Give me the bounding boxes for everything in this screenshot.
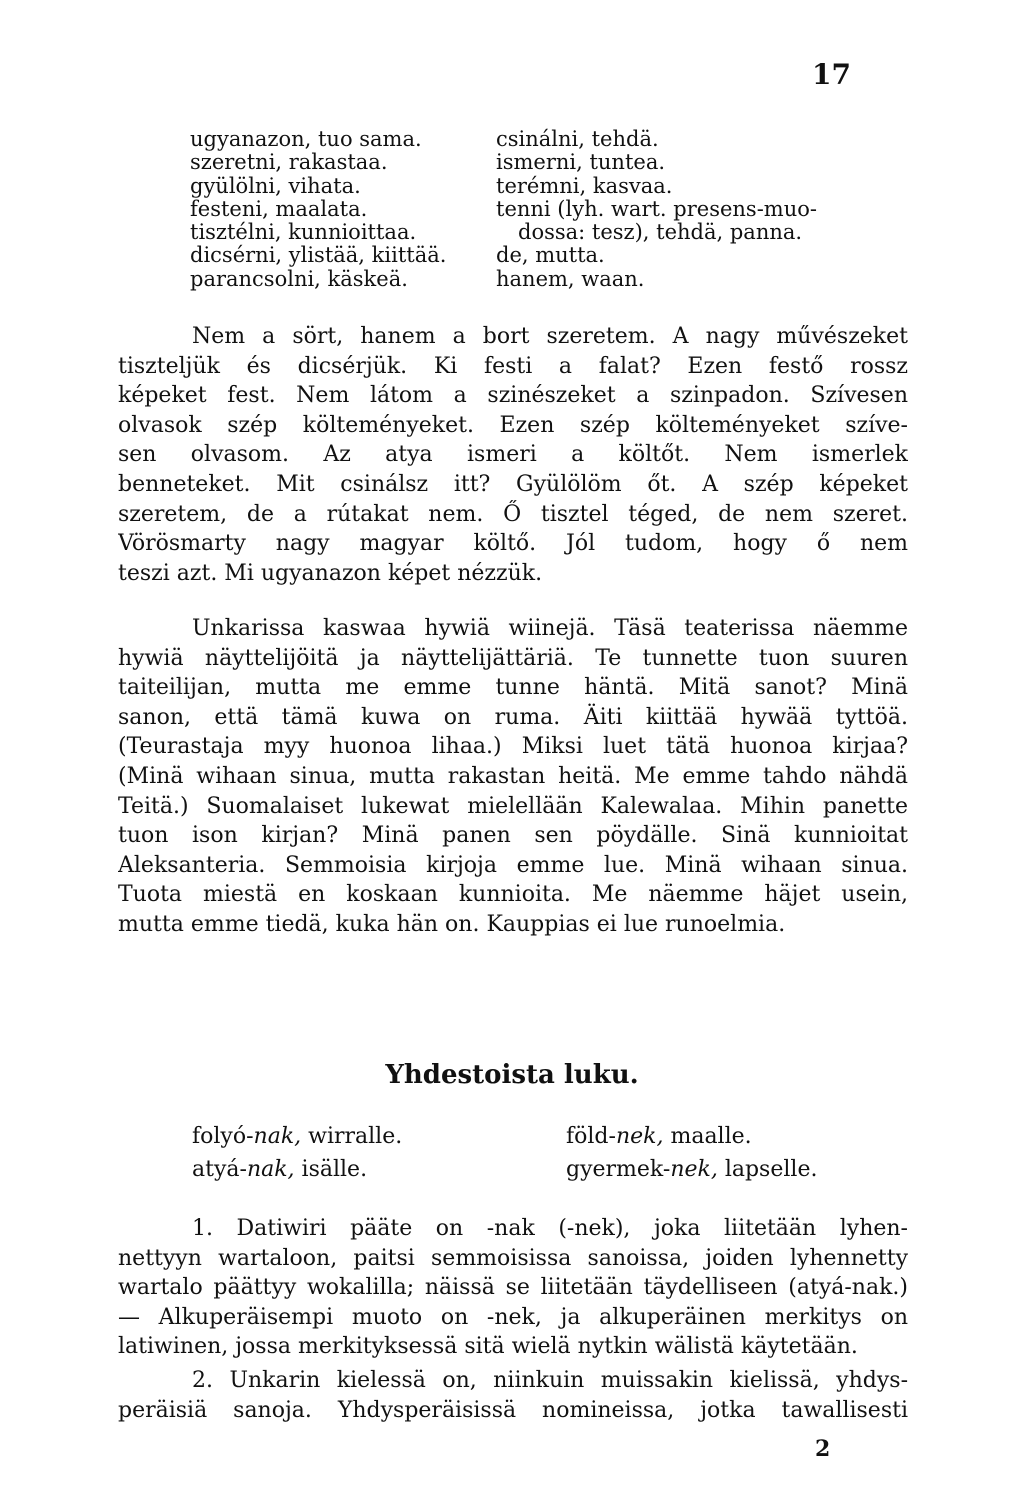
text-line: (Minä wihaan sinua, mutta rakastan heitä. Me emme tahdo nähdä (118, 763, 908, 789)
example-stem: gyermek- (566, 1157, 671, 1182)
text-line: benneteket. Mit csinálsz itt? Gyülölöm őt. A szép képeket (118, 471, 908, 497)
text-line: sanon, että tämä kuwa on ruma. Äiti kiittää hywää tyttöä. (118, 704, 908, 730)
text-line: szeretem, de a rútakat nem. Ő tisztel téged, de nem szeret. (118, 501, 908, 527)
vocabulary-right-column (496, 128, 817, 291)
text-line: Nem a sört, hanem a bort szeretem. A nagy művészeket (192, 324, 908, 349)
text-line: nettyyn wartaloon, paitsi semmoisissa sanoissa, joiden lyhennetty (118, 1245, 908, 1271)
grammar-note-dative (118, 1214, 908, 1362)
example-gloss: maalle. (663, 1124, 752, 1149)
example-stem: folyó- (192, 1124, 254, 1149)
vocab-entry: dicsérni, ylistää, kiittää. (190, 243, 447, 268)
example-suffix: nak, (246, 1157, 295, 1182)
example-gloss: wirralle. (301, 1124, 403, 1149)
suffix-examples-right (566, 1120, 817, 1186)
suffix-example (566, 1120, 817, 1153)
text-line: 2. Unkarin kielessä on, niinkuin muissakin kielissä, yhdys- (192, 1368, 908, 1393)
vocab-entry: ismerni, tuntea. (496, 150, 666, 175)
text-line: wartalo päättyy wokalilla; näissä se liitetään täydelliseen (atyá-nak.) (118, 1275, 908, 1301)
page-number: 17 (812, 58, 851, 91)
text-line: — Alkuperäisempi muoto on -nek, ja alkuperäinen merkitys on (118, 1304, 908, 1330)
hungarian-exercise-paragraph (118, 322, 908, 588)
vocab-entry: szeretni, rakastaa. (190, 150, 388, 175)
text-line: Teitä.) Suomalaiset lukewat mielellään Kalewalaa. Mihin panette (118, 793, 908, 819)
chapter-heading: Yhdestoista luku. (385, 1060, 639, 1090)
example-gloss: lapselle. (717, 1157, 818, 1182)
text-line: (Teurastaja myy huonoa lihaa.) Miksi luet tätä huonoa kirjaa? (118, 734, 908, 760)
text-line: tuon ison kirjan? Minä panen sen pöydälle. Sinä kunnioitat (118, 823, 908, 849)
vocab-entry: terémni, kasvaa. (496, 173, 673, 198)
vocab-entry: hanem, waan. (496, 266, 645, 291)
example-suffix: nak, (253, 1124, 302, 1149)
example-stem: föld- (566, 1124, 616, 1149)
vocab-entry: parancsolni, käskeä. (190, 266, 408, 291)
vocab-entry: csinálni, tehdä. (496, 127, 659, 151)
suffix-example (566, 1153, 817, 1186)
suffix-example (192, 1153, 402, 1186)
suffix-examples-left (192, 1120, 402, 1186)
text-line: taiteilijan, mutta me emme tunne häntä. Mitä sanot? Minä (118, 675, 908, 701)
text-line: 1. Datiwiri pääte on -nak (-nek), joka liitetään lyhen- (192, 1216, 908, 1241)
suffix-example (192, 1120, 402, 1153)
finnish-exercise-paragraph (118, 614, 908, 940)
vocabulary-left-column (190, 128, 446, 291)
text-line: tiszteljük és dicsérjük. Ki festi a falat? Ezen festő rossz (118, 353, 908, 379)
example-suffix: nek, (615, 1124, 664, 1149)
text-line: Vörösmarty nagy magyar költő. Jól tudom, hogy ő nem (118, 531, 908, 557)
text-line: Unkarissa kaswaa hywiä wiinejä. Täsä teaterissa näemme (192, 616, 908, 641)
example-stem: atyá- (192, 1157, 247, 1182)
text-line: peräisiä sanoja. Yhdysperäisissä nomineissa, jotka tawallisesti (118, 1397, 908, 1423)
text-line: Aleksanteria. Semmoisia kirjoja emme lue. Minä wihaan sinua. (118, 852, 908, 878)
grammar-note-compound-suffixes (118, 1366, 908, 1425)
vocab-entry: festeni, maalata. (190, 196, 368, 221)
example-gloss: isälle. (294, 1157, 368, 1182)
vocab-entry: de, mutta. (496, 243, 605, 268)
text-line: latiwinen, jossa merkityksessä sitä wielä nytkin wälistä käytetään. (118, 1334, 858, 1360)
signature-mark: 2 (815, 1436, 831, 1462)
text-line: sen olvasom. Az atya ismeri a költőt. Nem ismerlek (118, 442, 908, 468)
vocab-entry: tenni (lyh. wart. presens-muo- (496, 196, 817, 221)
text-line: mutta emme tiedä, kuka hän on. Kauppias ei lue runoelmia. (118, 911, 786, 937)
text-line: képeket fest. Nem látom a szinészeket a szinpadon. Szívesen (118, 383, 908, 409)
vocab-entry: gyülölni, vihata. (190, 173, 361, 198)
example-suffix: nek, (670, 1157, 718, 1182)
vocab-entry: tisztélni, kunnioittaa. (190, 220, 417, 245)
text-line: Tuota miestä en koskaan kunnioita. Me näemme häjet usein, (118, 882, 908, 908)
text-line: teszi azt. Mi ugyanazon képet nézzük. (118, 560, 543, 586)
vocab-entry: ugyanazon, tuo sama. (190, 127, 422, 151)
text-line: olvasok szép költeményeket. Ezen szép költeményeket szíve- (118, 412, 908, 438)
vocab-entry: dossa: tesz), tehdä, panna. (518, 220, 803, 245)
text-line: hywiä näyttelijöitä ja näyttelijättäriä. Te tunnette tuon suuren (118, 645, 908, 671)
